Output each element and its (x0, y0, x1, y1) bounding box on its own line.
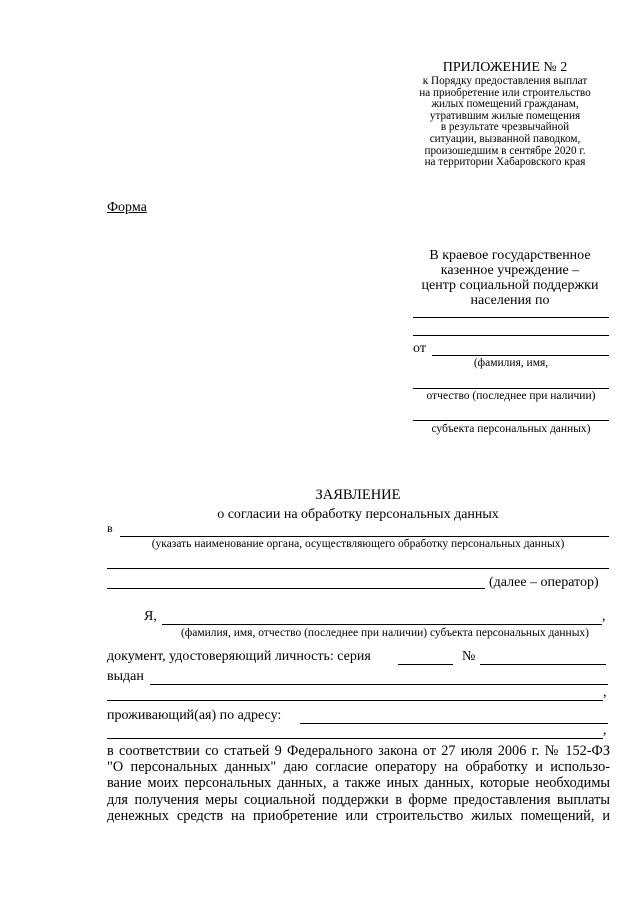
appendix-line: утратившим жилые помещения (429, 109, 581, 122)
appendix-line: к Порядку предоставления выплат (422, 75, 588, 87)
recipient-blank-line-1[interactable] (413, 317, 609, 318)
document-number-line[interactable] (480, 664, 606, 665)
statement-subtitle: о согласии на обработку персональных данных (217, 507, 499, 522)
document-label: документ, удостоверяющий личность: серия (107, 649, 371, 664)
organization-line-2[interactable] (107, 568, 609, 569)
address-label: проживающий(ая) по адресу: (107, 708, 282, 723)
paragraph-line: для получения меры социальной поддержки в форме предоставления выплаты (107, 791, 610, 808)
paragraph-line: "О персональных данных" даю согласие оператору на обработку и использо- (107, 759, 610, 776)
consent-paragraph (107, 743, 610, 824)
recipient-line: В краевое государственное (429, 248, 591, 263)
recipient-line: населения по (470, 293, 550, 308)
patronymic-caption: отчество (последнее при наличии) (426, 390, 596, 402)
address-comma: , (603, 723, 607, 738)
number-label: № (462, 649, 476, 664)
applicant-name-line[interactable] (432, 355, 609, 356)
full-name-caption: (фамилия, имя, отчество (последнее при наличии) субъекта персональных данных) (180, 627, 590, 639)
document-series-line[interactable] (398, 664, 453, 665)
applicant-subject-line[interactable] (413, 420, 609, 421)
address-line-2[interactable] (107, 738, 603, 739)
form-label: Форма (107, 200, 147, 215)
name-caption: (фамилия, имя, (473, 357, 549, 369)
organization-line-3[interactable] (107, 588, 485, 589)
applicant-patronymic-line[interactable] (413, 388, 609, 389)
recipient-block (410, 248, 610, 308)
paragraph-line: в соответствии со статьей 9 Федерального закона от 27 июля 2006 г. № 152-ФЗ (107, 743, 610, 759)
issued-label: выдан (107, 669, 144, 684)
issued-by-line-2[interactable] (107, 700, 603, 701)
i-label: Я, (144, 609, 157, 624)
appendix-line: на территории Хабаровского края (424, 156, 586, 169)
issued-by-line[interactable] (150, 684, 608, 685)
appendix-line: в результате чрезвычайной (440, 121, 570, 134)
recipient-blank-line-2[interactable] (413, 335, 609, 336)
from-label: от (413, 341, 426, 356)
recipient-line: центр социальной поддержки (421, 278, 599, 293)
appendix-line: произошедшим в сентябре 2020 г. (424, 144, 586, 157)
to-label: в (107, 521, 113, 535)
recipient-line: казенное учреждение – (440, 263, 580, 278)
paragraph-line: вание моих персональных данных, а также иных данных, которые необходимы (107, 775, 610, 792)
subject-caption: субъекта персональных данных) (431, 423, 591, 435)
operator-label: (далее – оператор) (489, 575, 599, 590)
appendix-line: жилых помещений гражданам, (431, 98, 579, 111)
full-name-comma: , (602, 609, 606, 624)
organization-line[interactable] (120, 536, 609, 537)
appendix-line: ситуации, вызванной паводком, (429, 132, 581, 145)
full-name-line[interactable] (162, 624, 602, 625)
appendix-description (400, 76, 610, 169)
issued-comma: , (603, 685, 607, 700)
appendix-title: ПРИЛОЖЕНИЕ № 2 (442, 60, 568, 75)
address-line[interactable] (300, 723, 608, 724)
appendix-line: на приобретение или строительство (419, 86, 591, 99)
organization-caption: (указать наименование органа, осуществляющего обработку персональных данных) (151, 538, 565, 550)
statement-title: ЗАЯВЛЕНИЕ (315, 487, 401, 503)
paragraph-line: денежных средств на приобретение или строительство жилых помещений, и (107, 807, 610, 824)
